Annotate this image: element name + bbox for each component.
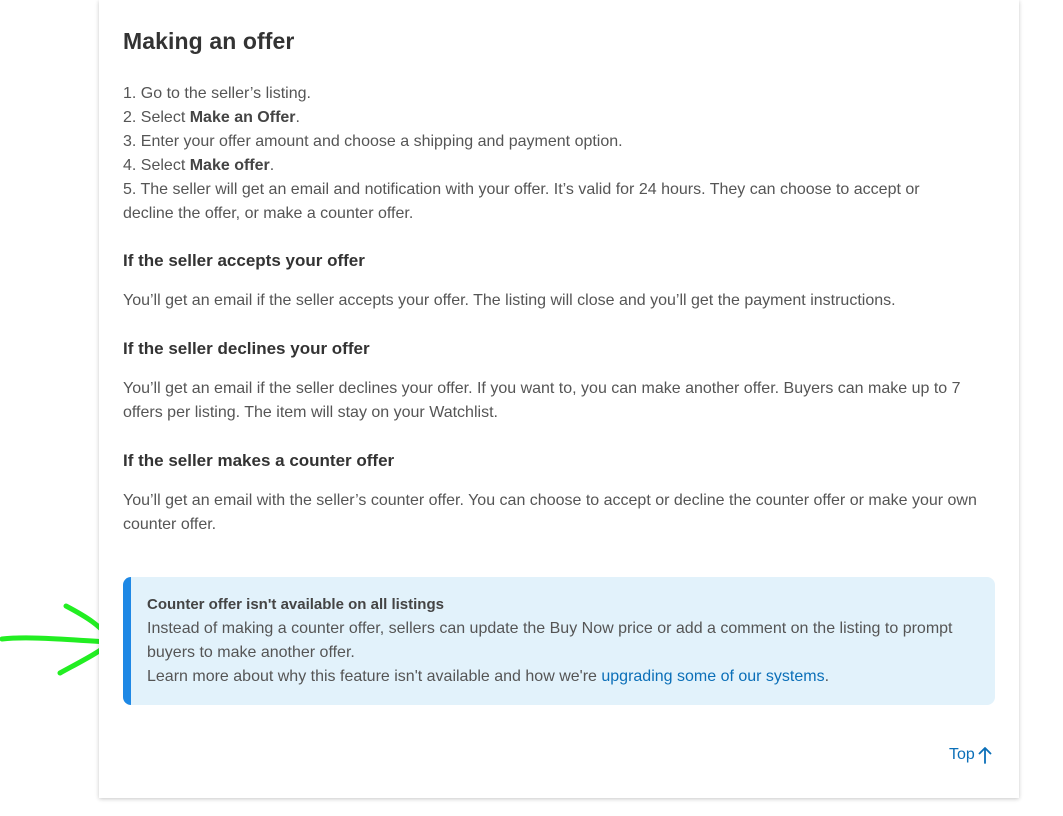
step-text: The seller will get an email and notification with your offer. It’s valid for 24 hours. They can choose to accept or decline the offer, or make a counter offer. [123,181,920,222]
notice-accent-bar [123,577,131,705]
upgrading-systems-link[interactable]: upgrading some of our systems [601,668,825,685]
notice-learn-more-prefix: Learn more about why this feature isn't available and how we're [147,668,602,685]
step-text: Select [140,157,190,174]
section-heading-accepts: If the seller accepts your offer [123,251,365,270]
step-number: 5. [123,181,137,198]
step-text: Go to the seller’s listing. [140,85,311,102]
step-text: Select [140,109,190,126]
list-item [123,178,963,226]
page-title: Making an offer [123,28,295,54]
top-link-label: Top [949,746,975,763]
notice-learn-more-suffix: . [824,668,830,685]
step-bold-text: Make an Offer [189,109,296,126]
list-item [123,106,963,130]
notice-body [147,593,983,689]
list-item [123,82,963,106]
step-number: 2. [123,109,137,126]
step-number: 3. [123,133,137,150]
help-article-card [99,0,1019,798]
list-item [123,154,963,178]
notice-title: Counter offer isn't available on all listings [147,596,444,613]
step-bold-text: Make offer [189,157,270,174]
step-text: Enter your offer amount and choose a shipping and payment option. [140,133,623,150]
steps-list [123,82,963,226]
info-notice [123,577,995,705]
section-body-accepts: You’ll get an email if the seller accepts your offer. The listing will close and you’ll get the payment instructions. [123,292,896,309]
list-item [123,130,963,154]
back-to-top-link[interactable] [949,746,992,764]
arrow-up-icon [978,746,992,764]
step-number: 4. [123,157,137,174]
section-body-counter: You’ll get an email with the seller’s counter offer. You can choose to accept or decline the counter offer or make your own counter offer. [123,492,977,533]
step-text-end: . [269,157,275,174]
step-number: 1. [123,85,137,102]
section-heading-counter: If the seller makes a counter offer [123,451,395,470]
notice-text: Instead of making a counter offer, sellers can update the Buy Now price or add a comment on the listing to prompt buyers to make another offer. [147,620,953,661]
section-body-declines: You’ll get an email if the seller declines your offer. If you want to, you can make another offer. Buyers can make up to 7 offers per listing. The item will stay on your Watchlist. [123,380,961,421]
step-text-end: . [295,109,300,126]
section-heading-declines: If the seller declines your offer [123,339,370,358]
